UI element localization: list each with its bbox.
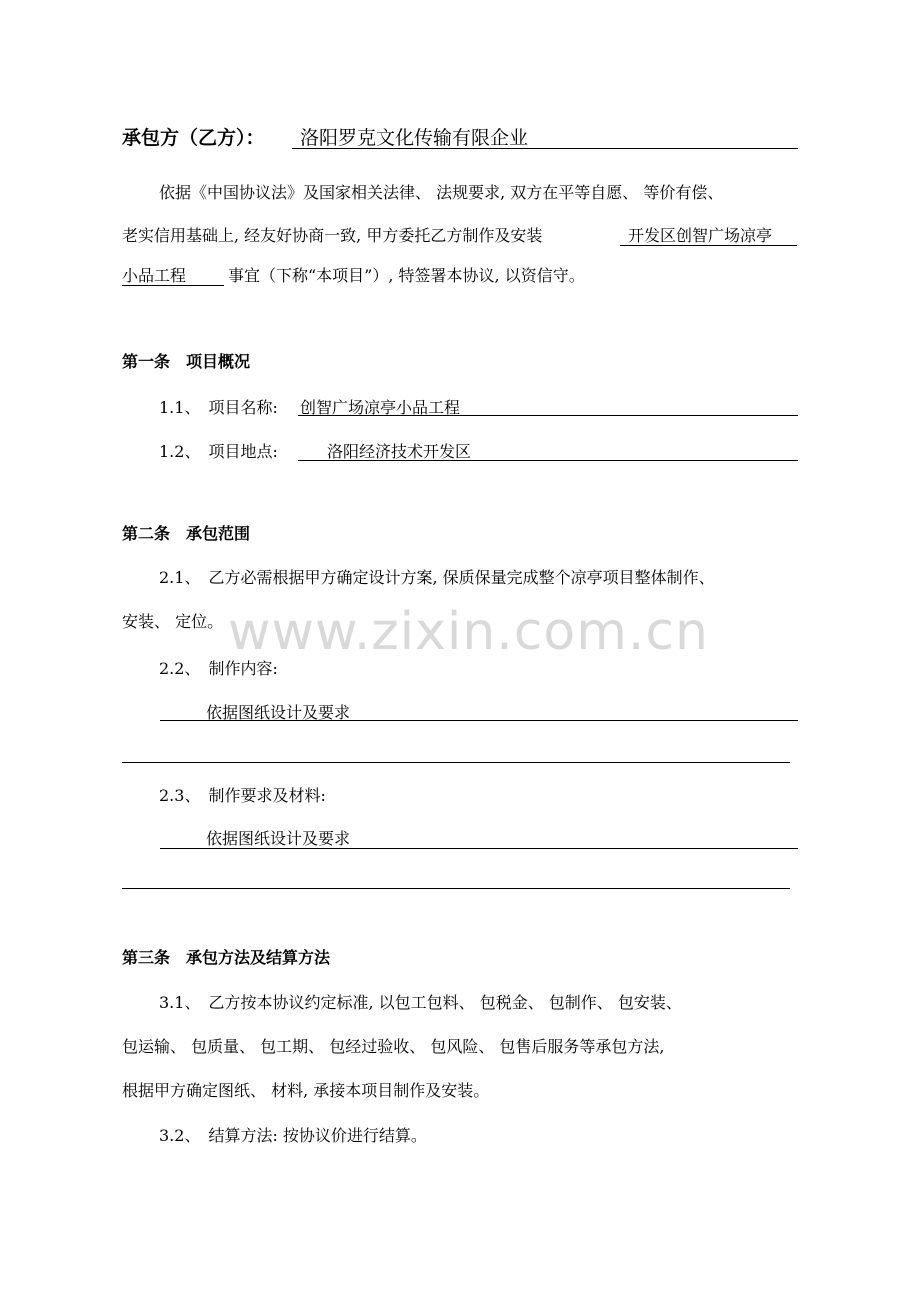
item-1-2-label: 1.2、 项目地点: — [159, 442, 278, 461]
item-3-1-line-2: 包运输、 包质量、 包工期、 包经过验收、 包风险、 包售后服务等承包方法, — [122, 1037, 665, 1056]
item-2-3-label: 2.3、 制作要求及材料: — [159, 786, 326, 805]
intro-line-2: 老实信用基础上, 经友好协商一致, 甲方委托乙方制作及安装 — [122, 226, 543, 245]
party-b-underline — [292, 148, 798, 149]
project-name-underline — [298, 415, 798, 416]
intro-project-underline-1 — [620, 245, 797, 246]
item-2-1-line-2: 安装、 定位。 — [122, 612, 224, 631]
intro-project-name-part-1: 开发区创智广场凉亭 — [628, 226, 773, 245]
project-location-underline — [298, 460, 798, 461]
project-location-value: 洛阳经济技术开发区 — [327, 442, 472, 461]
article-3-title: 第三条 承包方法及结算方法 — [122, 948, 331, 967]
item-1-1-label: 1.1、 项目名称: — [159, 398, 278, 417]
party-b-name: 洛阳罗克文化传输有限企业 — [300, 127, 529, 149]
production-content-underline — [160, 720, 798, 721]
intro-project-underline-2 — [122, 285, 224, 286]
production-content-blank-line — [122, 762, 790, 763]
article-1-title: 第一条 项目概况 — [122, 352, 251, 371]
production-requirements-value: 依据图纸设计及要求 — [206, 829, 351, 848]
item-3-1-line-1: 3.1、 乙方按本协议约定标准, 以包工包料、 包税金、 包制作、 包安装、 — [159, 993, 682, 1012]
item-3-2: 3.2、 结算方法: 按协议价进行结算。 — [159, 1126, 427, 1145]
item-3-1-line-3: 根据甲方确定图纸、 材料, 承接本项目制作及安装。 — [122, 1081, 490, 1100]
intro-line-3: 事宜（下称“本项目”）, 特签署本协议, 以资信守。 — [228, 266, 585, 285]
item-2-1-line-1: 2.1、 乙方必需根据甲方确定设计方案, 保质保量完成整个凉亭项目整体制作、 — [159, 568, 715, 587]
production-content-value: 依据图纸设计及要求 — [206, 703, 351, 722]
project-name-value: 创智广场凉亭小品工程 — [300, 398, 461, 417]
watermark: www.zixin.com.cn — [228, 602, 709, 662]
production-requirements-blank-line — [122, 888, 790, 889]
item-2-2-label: 2.2、 制作内容: — [159, 659, 278, 678]
production-requirements-underline — [160, 848, 798, 849]
party-b-label: 承包方（乙方）： — [122, 127, 265, 149]
intro-line-1: 依据《中国协议法》及国家相关法律、 法规要求, 双方在平等自愿、 等价有偿、 — [159, 183, 724, 202]
article-2-title: 第二条 承包范围 — [122, 524, 251, 543]
intro-project-name-part-2: 小品工程 — [122, 266, 187, 285]
